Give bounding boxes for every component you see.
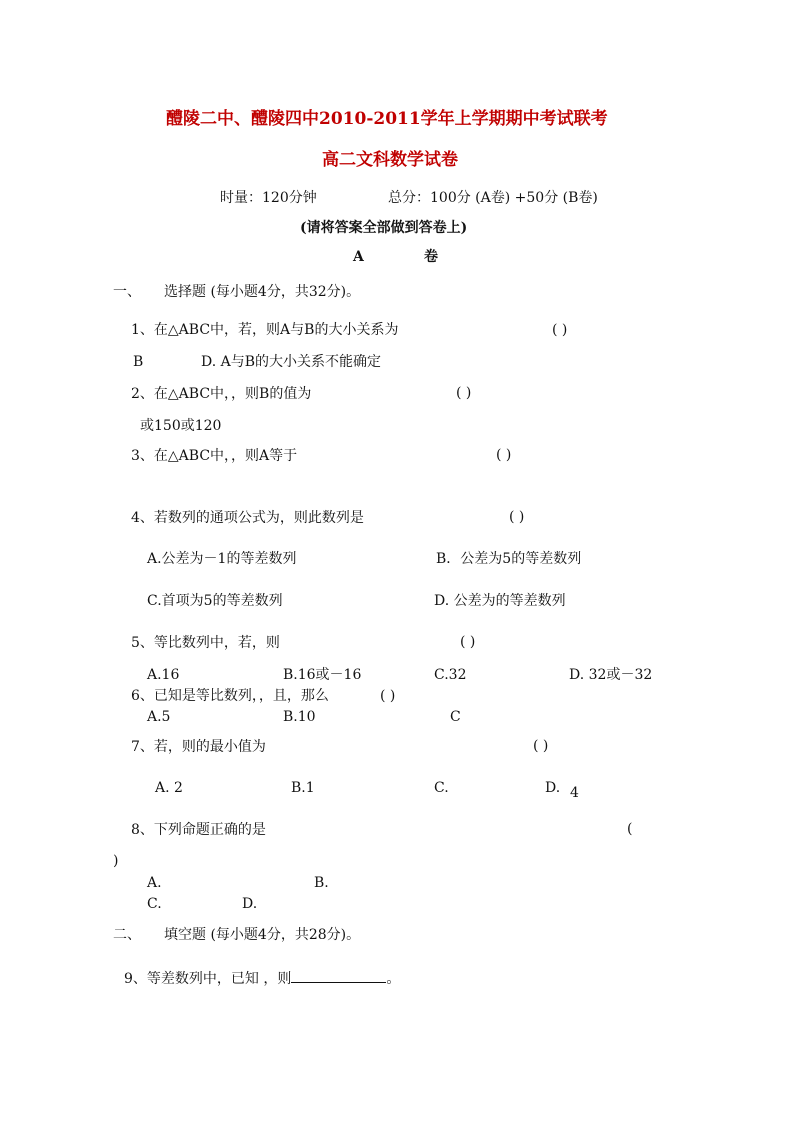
q6-paren: ( ): [380, 688, 396, 704]
q8-paren-left: (: [627, 821, 633, 837]
q8-option-a: A.: [147, 875, 162, 891]
exam-subtitle: 高二文科数学试卷: [322, 150, 458, 170]
q1-paren: ( ): [552, 322, 568, 338]
exam-time: 时量：120分钟: [220, 190, 317, 206]
volume-a-juan: 卷: [424, 249, 438, 265]
q2-option: 或150或120: [140, 418, 222, 434]
q7-option-d: D.: [545, 780, 561, 796]
q9-line: [124, 968, 400, 987]
q7-option-b: B.1: [291, 780, 315, 796]
q8-option-d: D.: [242, 896, 258, 912]
q7-option-a: A. 2: [155, 780, 183, 796]
q5-option-c: C.32: [434, 667, 467, 683]
q2-paren: ( ): [456, 385, 472, 401]
q9-text: 9、等差数列中，已知 ，则: [124, 971, 292, 987]
q7-paren: ( ): [533, 738, 549, 754]
q5-option-b: B.16或－16: [283, 667, 362, 683]
exam-score: 总分：100分 (A卷) +50分 (B卷): [388, 190, 598, 206]
q3-paren: ( ): [496, 447, 512, 463]
q2-text: 2、在△ABC中，，则B的值为: [131, 386, 312, 402]
q6-option-b: B.10: [283, 709, 316, 725]
q8-option-b: B.: [314, 875, 329, 891]
q4-option-d: D. 公差为的等差数列: [434, 593, 566, 609]
q7-text: 7、若，则的最小值为: [131, 739, 266, 755]
q1-option-d: D. A与B的大小关系不能确定: [201, 354, 382, 370]
q5-paren: ( ): [460, 634, 476, 650]
q1-text: 1、在△ABC中，若，则A与B的大小关系为: [131, 322, 399, 338]
q6-text: 6、已知是等比数列，，且，那么: [131, 688, 329, 704]
q9-answer-blank[interactable]: [291, 968, 386, 983]
exam-title: 醴陵二中、醴陵四中2010-2011学年上学期期中考试联考: [166, 109, 608, 129]
q9-end: 。: [386, 971, 401, 987]
volume-a-letter: A: [353, 249, 364, 265]
q7-option-d-value: 4: [570, 785, 579, 801]
q7-option-c: C.: [434, 780, 449, 796]
q8-text: 8、下列命题正确的是: [131, 822, 266, 838]
q4-text: 4、若数列的通项公式为，则此数列是: [131, 510, 364, 526]
q4-paren: ( ): [509, 509, 525, 525]
q8-option-c: C.: [147, 896, 162, 912]
q4-option-b: B．公差为5的等差数列: [436, 551, 582, 567]
section2-title: 填空题 (每小题4分，共28分)。: [164, 927, 361, 943]
q6-option-a: A.5: [147, 709, 171, 725]
q5-option-a: A.16: [147, 667, 180, 683]
q8-paren-right: ): [113, 853, 119, 869]
q5-text: 5、等比数列中，若，则: [131, 635, 280, 651]
section1-number: 一、: [113, 284, 141, 300]
exam-note: (请将答案全部做到答卷上): [300, 220, 468, 236]
q6-option-c: C: [450, 709, 461, 725]
q5-option-d: D. 32或－32: [569, 667, 653, 683]
q3-text: 3、在△ABC中，，则A等于: [131, 448, 298, 464]
section2-number: 二、: [113, 927, 141, 943]
q1-option-b: B: [133, 354, 144, 370]
section1-title: 选择题 (每小题4分，共32分)。: [164, 284, 361, 300]
q4-option-a: A.公差为－1的等差数列: [147, 551, 297, 567]
q4-option-c: C.首项为5的等差数列: [147, 593, 283, 609]
